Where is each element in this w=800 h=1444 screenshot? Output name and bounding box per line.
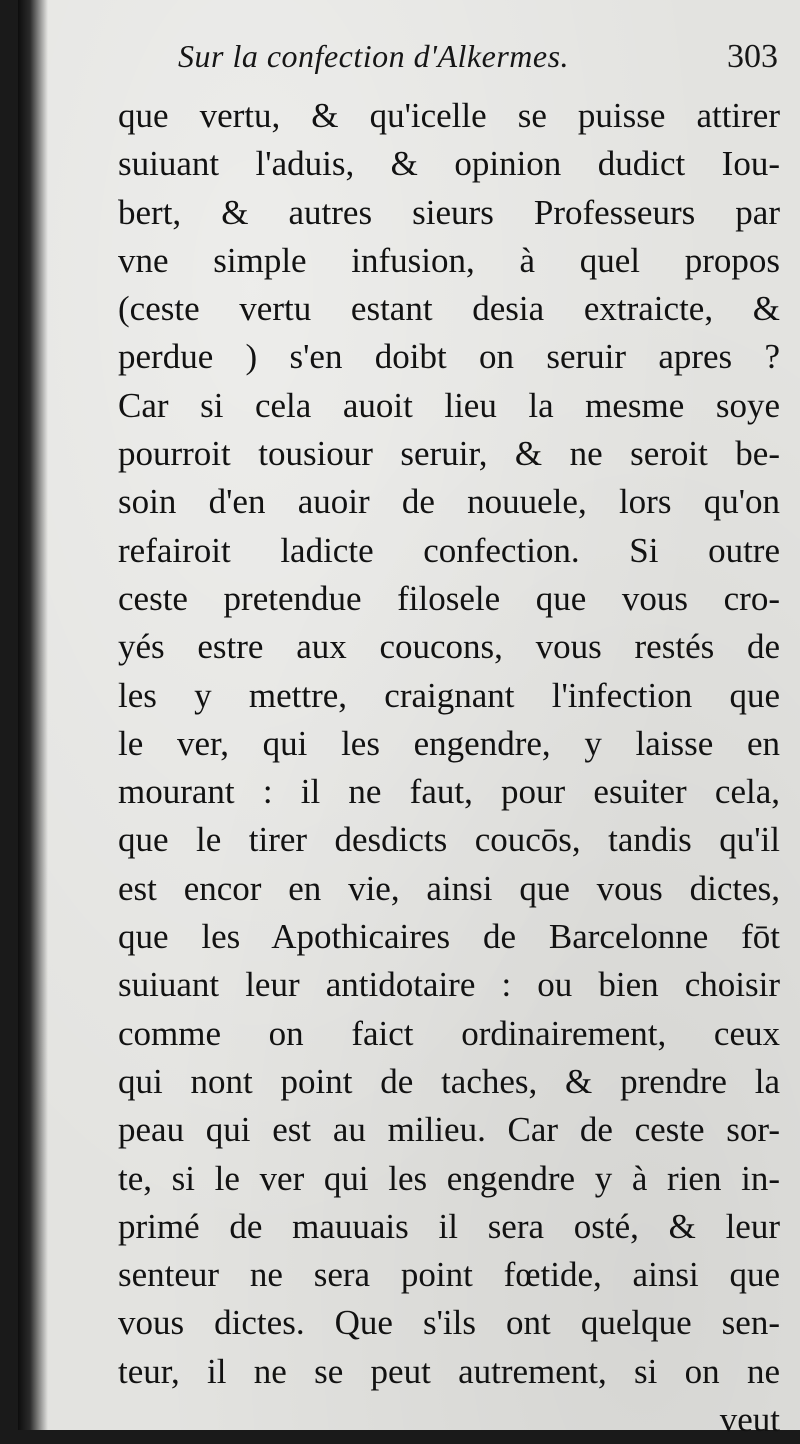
text-line: que les Apothicaires de Barcelonne fōt bbox=[118, 917, 780, 957]
text-line: peau qui est au milieu. Car de ceste sor- bbox=[118, 1110, 780, 1150]
text-line: est encor en vie, ainsi que vous dictes, bbox=[118, 868, 780, 908]
text-line: les y mettre, craignant l'infection que bbox=[118, 675, 780, 715]
text-line: soin d'en auoir de nouuele, lors qu'on bbox=[118, 482, 780, 522]
text-line: mourant : il ne faut, pour esuiter cela, bbox=[118, 772, 780, 812]
book-page bbox=[18, 0, 800, 1440]
text-line: primé de mauuais il sera osté, & leur bbox=[118, 1206, 780, 1246]
text-line: que le tirer desdicts coucōs, tandis qu'il bbox=[118, 820, 780, 860]
text-line: vous dictes. Que s'ils ont quelque sen- bbox=[118, 1303, 780, 1343]
catchword: veut bbox=[719, 1400, 780, 1440]
text-line: perdue ) s'en doibt on seruir apres ? bbox=[118, 337, 780, 377]
text-line: qui nont point de taches, & prendre la bbox=[118, 1061, 780, 1101]
page-number: 303 bbox=[727, 38, 778, 75]
text-line: pourroit tousiour seruir, & ne seroit be- bbox=[118, 434, 780, 474]
text-line: (ceste vertu estant desia extraicte, & bbox=[118, 289, 780, 329]
running-head: Sur la confection d'Alkermes. bbox=[178, 38, 570, 74]
binding-shadow bbox=[18, 0, 48, 1430]
text-line: vne simple infusion, à quel propos bbox=[118, 240, 780, 280]
text-line: que vertu, & qu'icelle se puisse attirer bbox=[118, 96, 780, 135]
text-line: teur, il ne se peut autrement, si on ne bbox=[118, 1351, 780, 1391]
text-line: te, si le ver qui les engendre y à rien in- bbox=[118, 1158, 780, 1198]
text-line: suiuant l'aduis, & opinion dudict Iou- bbox=[118, 144, 780, 184]
text-line: ceste pretendue filosele que vous cro- bbox=[118, 578, 780, 618]
text-line: le ver, qui les engendre, y laisse en bbox=[118, 723, 780, 763]
text-line: Car si cela auoit lieu la mesme soye bbox=[118, 385, 780, 425]
text-line: senteur ne sera point fœtide, ainsi que bbox=[118, 1255, 780, 1295]
text-line: bert, & autres sieurs Professeurs par bbox=[118, 192, 780, 232]
body-text bbox=[118, 92, 780, 1444]
text-line: refairoit ladicte confection. Si outre bbox=[118, 530, 780, 570]
text-line: yés estre aux coucons, vous restés de bbox=[118, 627, 780, 667]
page-header bbox=[178, 38, 778, 88]
text-line: suiuant leur antidotaire : ou bien choisir bbox=[118, 965, 780, 1005]
text-line: comme on faict ordinairement, ceux bbox=[118, 1013, 780, 1053]
